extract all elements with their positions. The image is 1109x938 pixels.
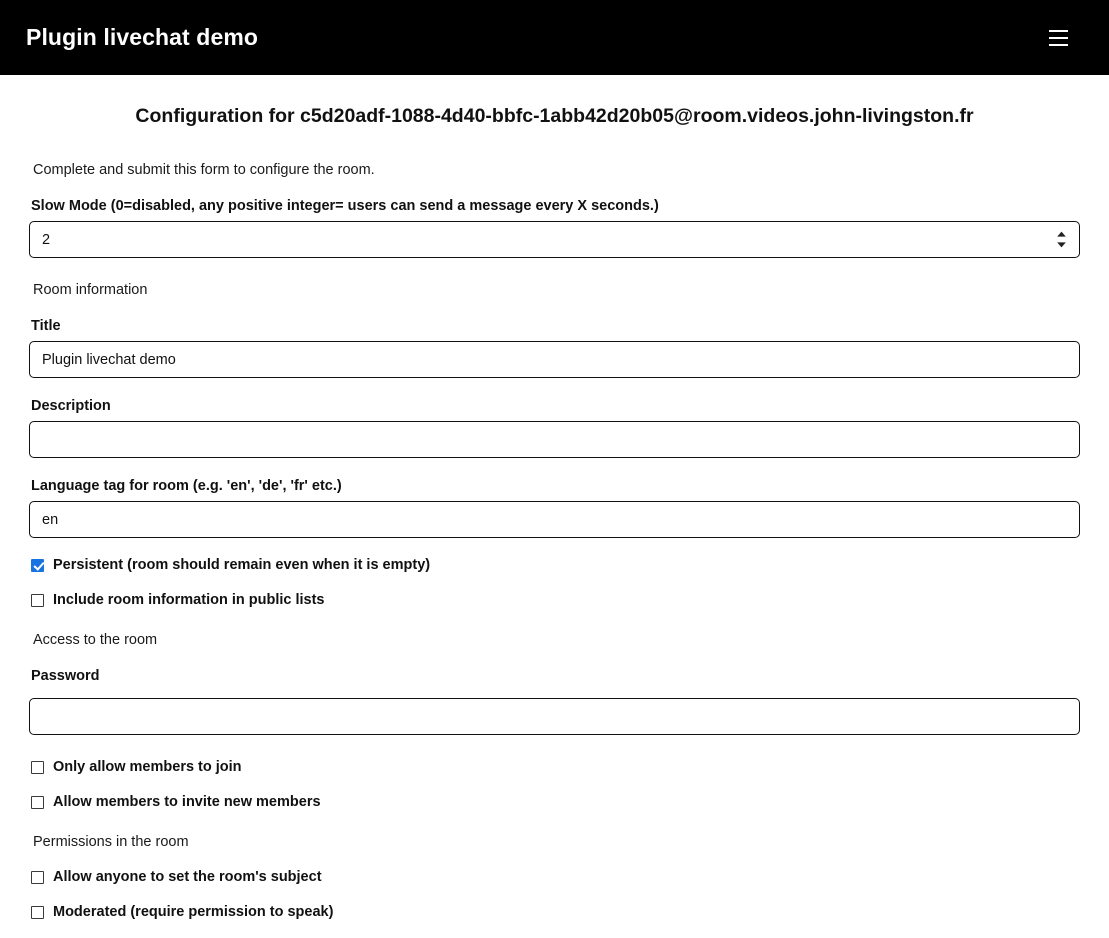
title-label: Title: [31, 318, 61, 335]
title-input[interactable]: [29, 341, 1080, 378]
allow-invites-label[interactable]: Allow members to invite new members: [53, 794, 321, 811]
description-label: Description: [31, 398, 111, 415]
slow-mode-input[interactable]: [29, 221, 1080, 258]
language-tag-input[interactable]: [29, 501, 1080, 538]
include-public-lists-row[interactable]: [31, 592, 1080, 608]
allow-invites-row[interactable]: [31, 794, 1080, 810]
app-header: [0, 0, 1109, 75]
room-information-legend: Room information: [33, 282, 148, 299]
form-intro-text: Complete and submit this form to configure the room.: [33, 162, 375, 179]
slow-mode-label: Slow Mode (0=disabled, any positive integer= users can send a message every X seconds.): [31, 198, 659, 215]
moderated-checkbox[interactable]: [31, 906, 44, 919]
allow-invites-checkbox[interactable]: [31, 796, 44, 809]
configuration-form: [0, 75, 1109, 938]
include-public-lists-label[interactable]: Include room information in public lists: [53, 592, 325, 609]
members-only-row[interactable]: [31, 759, 1080, 775]
change-subject-row[interactable]: [31, 869, 1080, 885]
language-tag-label: Language tag for room (e.g. 'en', 'de', 'fr' etc.): [31, 478, 342, 495]
members-only-label[interactable]: Only allow members to join: [53, 759, 242, 776]
number-stepper-icon[interactable]: [1055, 230, 1068, 250]
change-subject-label[interactable]: Allow anyone to set the room's subject: [53, 869, 322, 886]
password-input[interactable]: [29, 698, 1080, 735]
access-legend: Access to the room: [33, 632, 158, 649]
change-subject-checkbox[interactable]: [31, 871, 44, 884]
moderated-row[interactable]: [31, 904, 1080, 920]
hamburger-menu-icon[interactable]: [1041, 21, 1075, 55]
members-only-checkbox[interactable]: [31, 761, 44, 774]
permissions-legend: Permissions in the room: [33, 834, 189, 851]
persistent-label[interactable]: Persistent (room should remain even when it is empty): [53, 557, 431, 574]
persistent-row[interactable]: [31, 557, 1080, 573]
slow-mode-field-wrapper: [29, 221, 1080, 258]
description-input[interactable]: [29, 421, 1080, 458]
app-title: Plugin livechat demo: [26, 24, 259, 50]
persistent-checkbox[interactable]: [31, 559, 44, 572]
include-public-lists-checkbox[interactable]: [31, 594, 44, 607]
page-title: Configuration for c5d20adf-1088-4d40-bbfc-1abb42d20b05@room.videos.john-livingston.fr: [135, 105, 974, 127]
moderated-label[interactable]: Moderated (require permission to speak): [53, 904, 334, 921]
password-label: Password: [31, 668, 100, 685]
